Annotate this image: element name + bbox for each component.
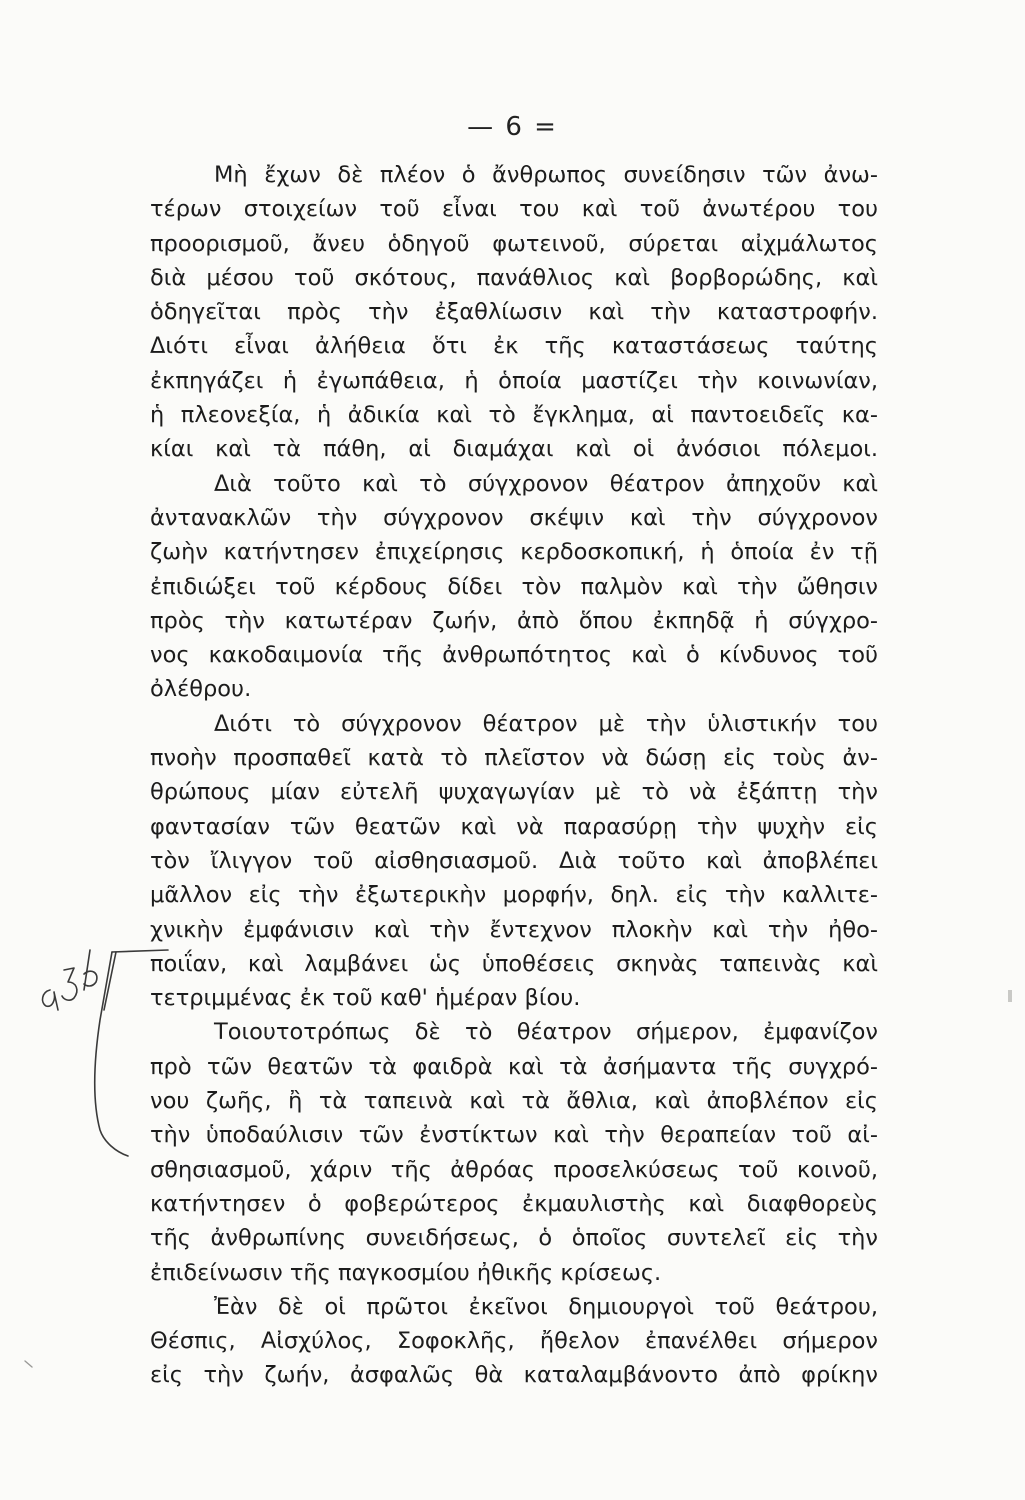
text-line: χνικὴν ἐμφάνισιν καὶ τὴν ἔντεχνον πλοκὴν καὶ τὴν ἠθο- <box>150 916 878 943</box>
text-line: ποιΐαν, καὶ λαμβάνει ὡς ὑποθέσεις σκηνὰς ταπεινὰς καὶ <box>150 950 878 977</box>
text-line: πρὸ τῶν θεατῶν τὰ φαιδρὰ καὶ τὰ ἀσήμαντα τῆς συγχρό- <box>150 1053 878 1080</box>
page-number: — 6 = <box>467 112 558 142</box>
text-line: ἀντανακλῶν τὴν σύγχρονον σκέψιν καὶ τὴν σύγχρονον <box>150 504 878 531</box>
text-line: τὴν ὑποδαύλισιν τῶν ἐνστίκτων καὶ τὴν θεραπείαν τοῦ αἰ- <box>150 1122 878 1149</box>
text-line: ἐκπηγάζει ἡ ἐγωπάθεια, ἡ ὁποία μαστίζει τὴν κοινωνίαν, <box>150 367 878 394</box>
text-line: εἰς τὴν ζωήν, ἀσφαλῶς θὰ καταλαμβάνοντο ἀπὸ φρίκην <box>150 1362 878 1389</box>
body-text <box>150 158 878 1393</box>
text-line: Διότι τὸ σύγχρονον θέατρον μὲ τὴν ὑλιστικήν του <box>214 710 878 737</box>
text-line: Διότι εἶναι ἀλήθεια ὅτι ἐκ τῆς καταστάσεως ταύτης <box>150 333 878 360</box>
text-line: Διὰ τοῦτο καὶ τὸ σύγχρονον θέατρον ἀπηχοῦν καὶ <box>214 470 878 497</box>
text-line: ἐπιδιώξει τοῦ κέρδους δίδει τὸν παλμὸν καὶ τὴν ὤθησιν <box>150 573 878 600</box>
text-line: νου ζωῆς, ἢ τὰ ταπεινὰ καὶ τὰ ἄθλια, καὶ ἀποβλέπον εἰς <box>150 1088 878 1115</box>
text-line: ὁδηγεῖται πρὸς τὴν ἐξαθλίωσιν καὶ τὴν καταστροφήν. <box>150 299 878 326</box>
text-line: νος κακοδαιμονία τῆς ἀνθρωπότητος καὶ ὁ κίνδυνος τοῦ <box>150 642 878 669</box>
text-line: Μὴ ἔχων δὲ πλέον ὁ ἄνθρωπος συνείδησιν τῶν ἀνω- <box>214 162 878 188</box>
text-line: φαντασίαν τῶν θεατῶν καὶ νὰ παρασύρῃ τὴν ψυχὴν εἰς <box>150 813 878 840</box>
text-line: τὸν ἴλιγγον τοῦ αἰσθησιασμοῦ. Διὰ τοῦτο καὶ ἀποβλέπει <box>150 847 878 874</box>
text-line: κατήντησεν ὁ φοβερώτερος ἐκμαυλιστὴς καὶ διαφθορεὺς <box>150 1190 878 1217</box>
text-line: ἐπιδείνωσιν τῆς παγκοσμίου ἠθικῆς κρίσεως. <box>150 1259 662 1286</box>
text-line: μᾶλλον εἰς τὴν ἐξωτερικὴν μορφήν, δηλ. εἰς τὴν καλλιτε- <box>150 882 878 909</box>
margin-mark <box>1008 990 1012 1002</box>
text-line: ζωὴν κατήντησεν ἐπιχείρησις κερδοσκοπική, ἡ ὁποία ἐν τῇ <box>150 539 878 566</box>
paper-speck-icon <box>22 1358 36 1372</box>
text-line: Θέσπις, Αἰσχύλος, Σοφοκλῆς, ἤθελον ἐπανέλθει σήμερον <box>150 1328 878 1355</box>
text-line: πρὸς τὴν κατωτέραν ζωήν, ἀπὸ ὅπου ἐκπηδᾷ ἡ σύγχρο- <box>150 607 878 634</box>
text-line: τέρων στοιχείων τοῦ εἶναι του καὶ τοῦ ἀνωτέρου του <box>150 196 878 223</box>
text-line: τῆς ἀνθρωπίνης συνειδήσεως, ὁ ὁποῖος συντελεῖ εἰς τὴν <box>150 1225 878 1252</box>
text-line: κίαι καὶ τὰ πάθη, αἱ διαμάχαι καὶ οἱ ἀνόσιοι πόλεμοι. <box>150 436 878 463</box>
text-line: ἡ πλεονεξία, ἡ ἀδικία καὶ τὸ ἔγκλημα, αἱ παντοειδεῖς κα- <box>150 402 878 429</box>
text-line: διὰ μέσου τοῦ σκότους, πανάθλιος καὶ βορβορώδης, καὶ <box>150 264 878 291</box>
text-line: σθησιασμοῦ, χάριν τῆς ἀθρόας προσελκύσεως τοῦ κοινοῦ, <box>150 1156 878 1183</box>
text-line: τετριμμένας ἐκ τοῦ καθ' ἡμέραν βίου. <box>150 985 581 1012</box>
handwritten-margin-note-icon <box>20 930 170 1170</box>
text-line: πνοὴν προσπαθεῖ κατὰ τὸ πλεῖστον νὰ δώσῃ εἰς τοὺς ἀν- <box>150 745 878 772</box>
text-line: προορισμοῦ, ἄνευ ὁδηγοῦ φωτεινοῦ, σύρεται αἰχμάλωτος <box>150 230 878 257</box>
text-line: θρώπους μίαν εὐτελῆ ψυχαγωγίαν μὲ τὸ νὰ ἐξάπτῃ τὴν <box>150 779 878 806</box>
text-line: ὀλέθρου. <box>150 676 252 703</box>
text-line: Τοιουτοτρόπως δὲ τὸ θέατρον σήμερον, ἐμφανίζον <box>214 1019 878 1046</box>
text-line: Ἐὰν δὲ οἱ πρῶτοι ἐκεῖνοι δημιουργοὶ τοῦ θεάτρου, <box>214 1293 878 1320</box>
